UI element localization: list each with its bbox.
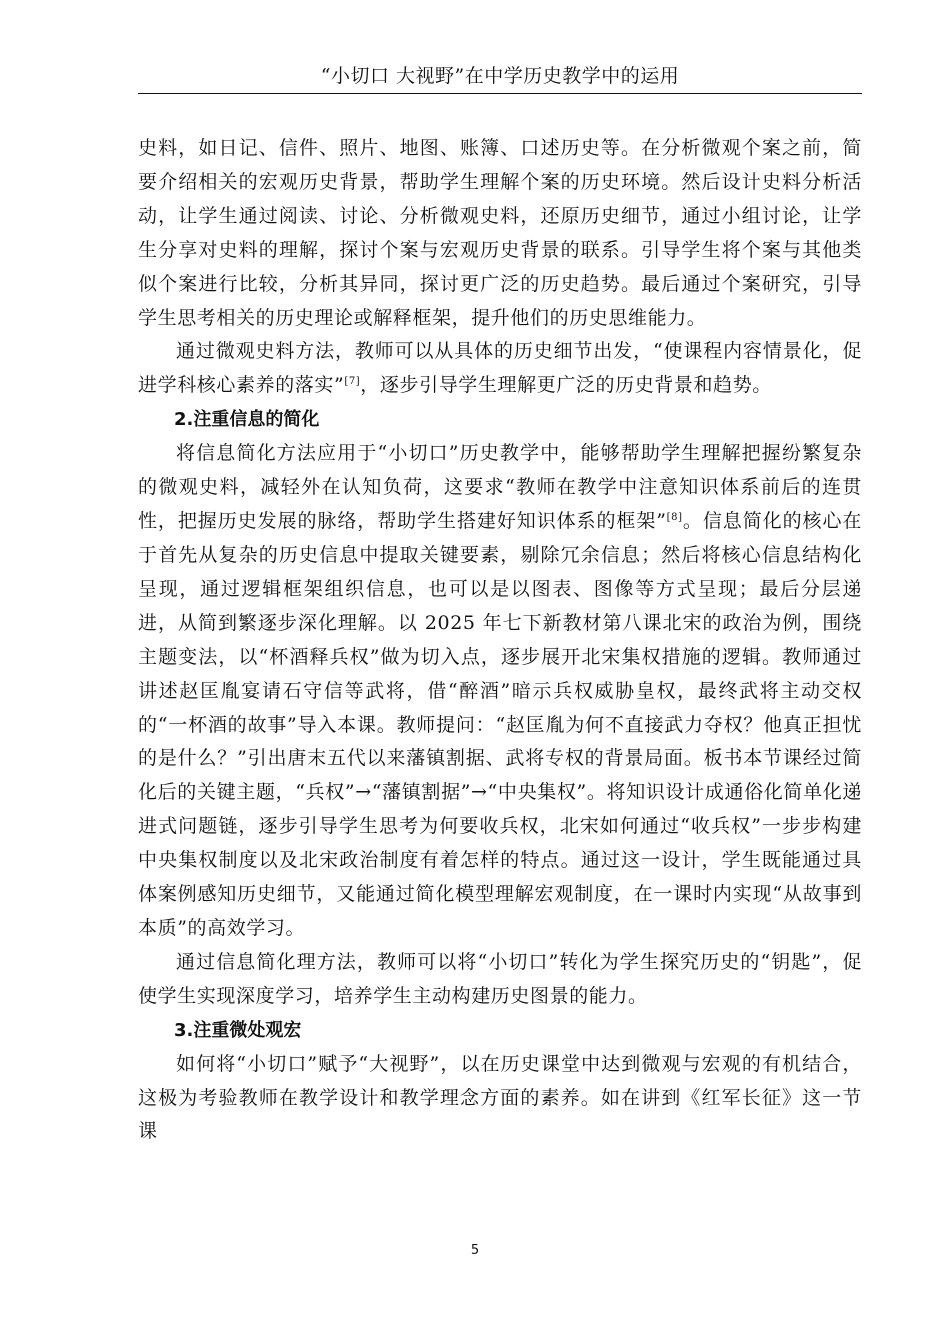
running-header: “小切口 大视野”在中学历史教学中的运用 (320, 65, 680, 87)
citation-ref: [7] (344, 376, 361, 388)
header-rule (138, 93, 862, 94)
paragraph-simplification (138, 437, 862, 946)
paragraph-text: 将信息简化方法应用于“小切口”历史教学中，能够帮助学生理解把握纷繁复杂的微观史料，减轻外在认知负荷，这要求“教师在教学中注意知识体系前后的连贯性，把握历史发展的脉络，帮助学生搭建好知识体系的框架” (138, 442, 862, 533)
page-number: 5 (470, 1243, 480, 1258)
paragraph-macro: 如何将“小切口”赋予“大视野”，以在历史课堂中达到微观与宏观的有机结合，这极为考验教师在教学设计和教学理念方面的素养。如在讲到《红军长征》这一节课 (138, 1052, 862, 1143)
paragraph-summary: 通过信息简化理方法，教师可以将“小切口”转化为学生探究历史的“钥匙”，促使学生实现深度学习，培养学生主动构建历史图景的能力。 (138, 950, 862, 1007)
paragraph-text: 。信息简化的核心在于首先从复杂的历史信息中提取关键要素，剔除冗余信息；然后将核心信息结构化呈现，通过逻辑框架组织信息，也可以是以图表、图像等方式呈现；最后分层递进，从简到繁逐步深化理解。以 2025 年七下新教材第八课北宋的政治为例，围绕主题变法，以“杯酒释兵权”做为切入点，逐步展开北宋集权措施的逻辑。教师通过讲述赵匡胤宴请石守信等武将，借“醉酒”暗示兵权威胁皇权，最终武将主动交权的“一杯酒的故事”导入本课。教师提问：“赵匡胤为何不直接武力夺权？他真正担忧的是什么？”引出唐末五代以来藩镇割据、武将专权的背景局面。板书本节课经过简化后的关键主题，“兵权”→“藩镇割据”→“中央集权”。将知识设计成通俗化简单化递进式问题链，逐步引导学生思考为何要收兵权，北宋如何通过“收兵权”一步步构建中央集权制度以及北宋政治制度有着怎样的特点。通过这一设计，学生既能通过具体案例感知历史细节，又能通过简化模型理解宏观制度，在一课时内实现“从故事到本质”的高效学习。 (138, 510, 862, 939)
paragraph-continued: 史料，如日记、信件、照片、地图、账簿、口述历史等。在分析微观个案之前，简要介绍相关的宏观历史背景，帮助学生理解个案的历史环境。然后设计史料分析活动，让学生通过阅读、讨论、分析微观史料，还原历史细节，通过小组讨论，让学生分享对史料的理解，探讨个案与宏观历史背景的联系。引导学生将个案与其他类似个案进行比较，分析其异同，探讨更广泛的历史趋势。最后通过个案研究，引导学生思考相关的历史理论或解释框架，提升他们的历史思维能力。 (138, 137, 862, 329)
section-heading-2: 2.注重信息的简化 (174, 409, 320, 431)
citation-ref: [8] (666, 512, 683, 524)
page-body (138, 132, 862, 1149)
section-heading-3: 3.注重微处观宏 (174, 1019, 302, 1041)
paragraph-text: ，逐步引导学生理解更广泛的历史背景和趋势。 (360, 374, 772, 397)
paragraph-micro-sources (138, 335, 862, 403)
paragraph-text: 通过微观史料方法，教师可以从具体的历史细节出发，“使课程内容情景化，促进学科核心素养的落实” (138, 340, 862, 397)
